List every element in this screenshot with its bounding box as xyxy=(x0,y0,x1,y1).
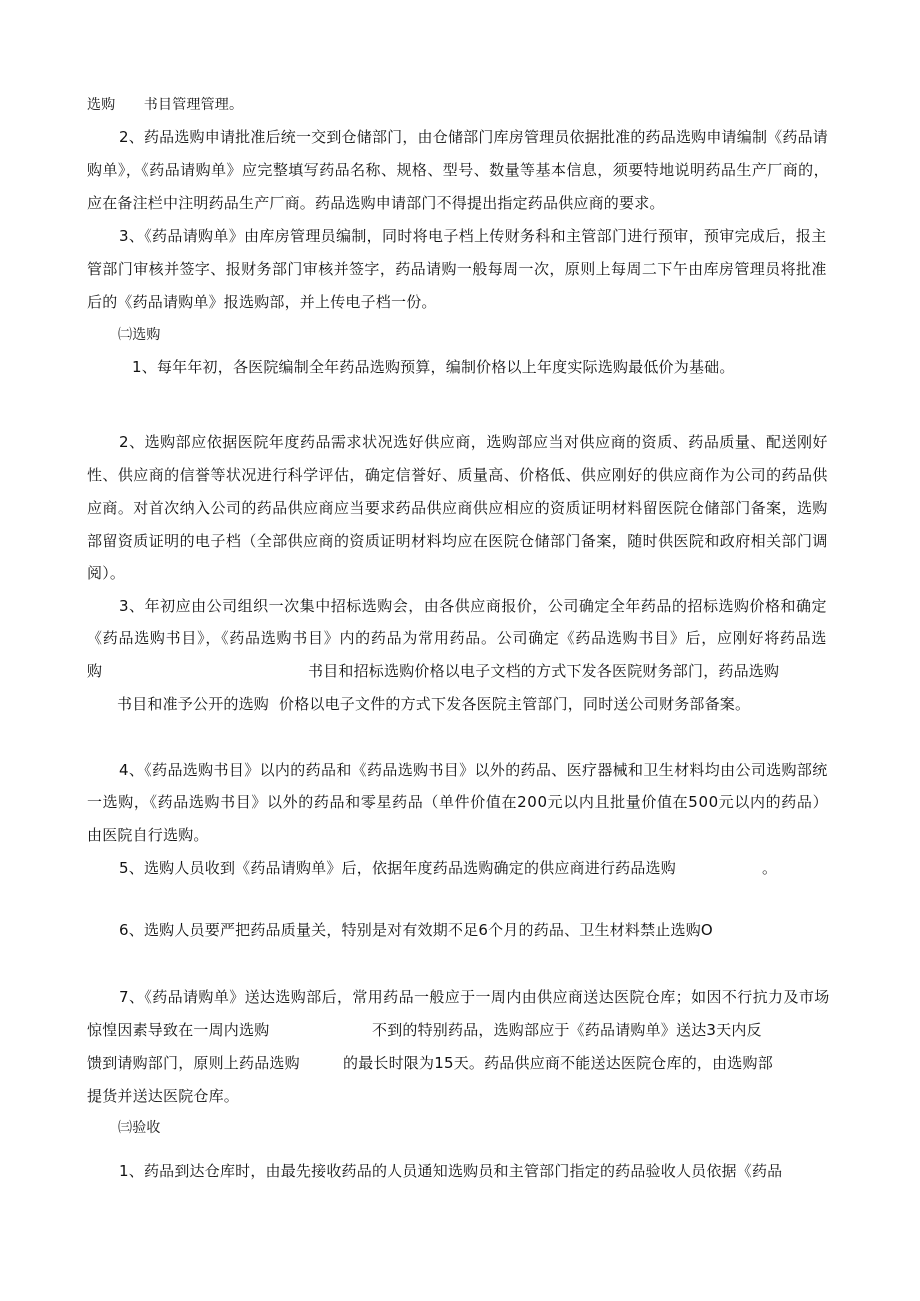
text-line: 阅）。 xyxy=(87,564,126,582)
text-line: 后的《药品请购单》报选购部，并上传电子档一份。 xyxy=(87,293,437,311)
text-line: 提货并送达医院仓库。 xyxy=(87,1087,240,1105)
text-line: 应商。对首次纳入公司的药品供应商应当要求药品供应商供应相应的资质证明材料留医院仓储部门备案，选购 xyxy=(87,499,828,517)
text-line: 3、《药品请购单》由库房管理员编制，同时将电子档上传财务科和主管部门进行预审，预审完成后，报主 xyxy=(119,227,827,245)
text-line: 由医院自行选购。 xyxy=(87,826,209,844)
text-line: 3、年初应由公司组织一次集中招标选购会，由各供应商报价，公司确定全年药品的招标选购价格和确定 xyxy=(119,597,828,615)
text-line: 惊惶因素导致在一周内选购 xyxy=(87,1021,270,1039)
section-heading: ㈡选购 xyxy=(118,327,161,343)
text-line: 管部门审核并签字、报财务部门审核并签字，药品请购一般每周一次，原则上每周二下午由库房管理员将批准 xyxy=(87,260,827,278)
text-line: 4、《药品选购书目》以内的药品和《药品选购书目》以外的药品、医疗器械和卫生材料均由公司选购部统 xyxy=(119,761,828,779)
text-line: 馈到请购部门，原则上药品选购 xyxy=(87,1054,300,1072)
text-line: 的最长时限为15天。药品供应商不能送达医院仓库的，由选购部 xyxy=(343,1054,773,1072)
text-line: 7、《药品请购单》送达选购部后，常用药品一般应于一周内由供应商送达医院仓库；如因不行抗力及市场 xyxy=(119,988,830,1006)
text-line: 6、选购人员要严把药品质量关，特别是对有效期不足6个月的药品、卫生材料禁止选购O xyxy=(119,921,713,939)
text-line: 选购 书目管理管理。 xyxy=(87,97,244,113)
text-line: 1、药品到达仓库时，由最先接收药品的人员通知选购员和主管部门指定的药品验收人员依据《药品 xyxy=(119,1162,783,1180)
text-line: 5、选购人员收到《药品请购单》后，依据年度药品选购确定的供应商进行药品选购 xyxy=(119,859,676,877)
text-line: 1、每年年初，各医院编制全年药品选购预算，编制价格以上年度实际选购最低价为基础。 xyxy=(132,358,735,376)
text-line: 2、选购部应依据医院年度药品需求状况选好供应商，选购部应当对供应商的资质、药品质量、配送刚好 xyxy=(119,433,829,451)
text-line: 性、供应商的信誉等状况进行科学评估，确定信誉好、质量高、价格低、供应刚好的供应商作为公司的药品供 xyxy=(87,466,828,484)
text-line: 《药品选购书目》，《药品选购书目》内的药品为常用药品。公司确定《药品选购书目》后，应刚好将药品选 xyxy=(87,629,828,647)
text-line: 应在备注栏中注明药品生产厂商。药品选购申请部门不得提出指定药品供应商的要求。 xyxy=(87,194,665,212)
text-line: 价格以电子文件的方式下发各医院主管部门，同时送公司财务部备案。 xyxy=(279,695,751,713)
text-line: 。 xyxy=(762,859,778,877)
text-line: 2、药品选购申请批准后统一交到仓储部门，由仓储部门库房管理员依据批准的药品选购申请编制《药品请 xyxy=(119,128,828,146)
text-line: 书目和准予公开的选购 xyxy=(117,695,270,713)
text-line: 购 xyxy=(87,662,103,680)
text-line: 书目和招标选购价格以电子文档的方式下发各医院财务部门，药品选购 xyxy=(308,662,780,680)
section-heading: ㈢验收 xyxy=(118,1120,161,1136)
text-line: 不到的特别药品，选购部应于《药品请购单》送达3天内反 xyxy=(372,1021,762,1039)
text-line: 部留资质证明的电子档（全部供应商的资质证明材料均应在医院仓储部门备案，随时供医院和政府相关部门调 xyxy=(87,532,828,550)
text-line: 一选购，《药品选购书目》以外的药品和零星药品（单件价值在200元以内且批量价值在500元以内的药品） xyxy=(87,793,829,811)
text-line: 购单》，《药品请购单》应完整填写药品名称、规格、型号、数量等基本信息，须要特地说明药品生产厂商的， xyxy=(87,161,830,179)
